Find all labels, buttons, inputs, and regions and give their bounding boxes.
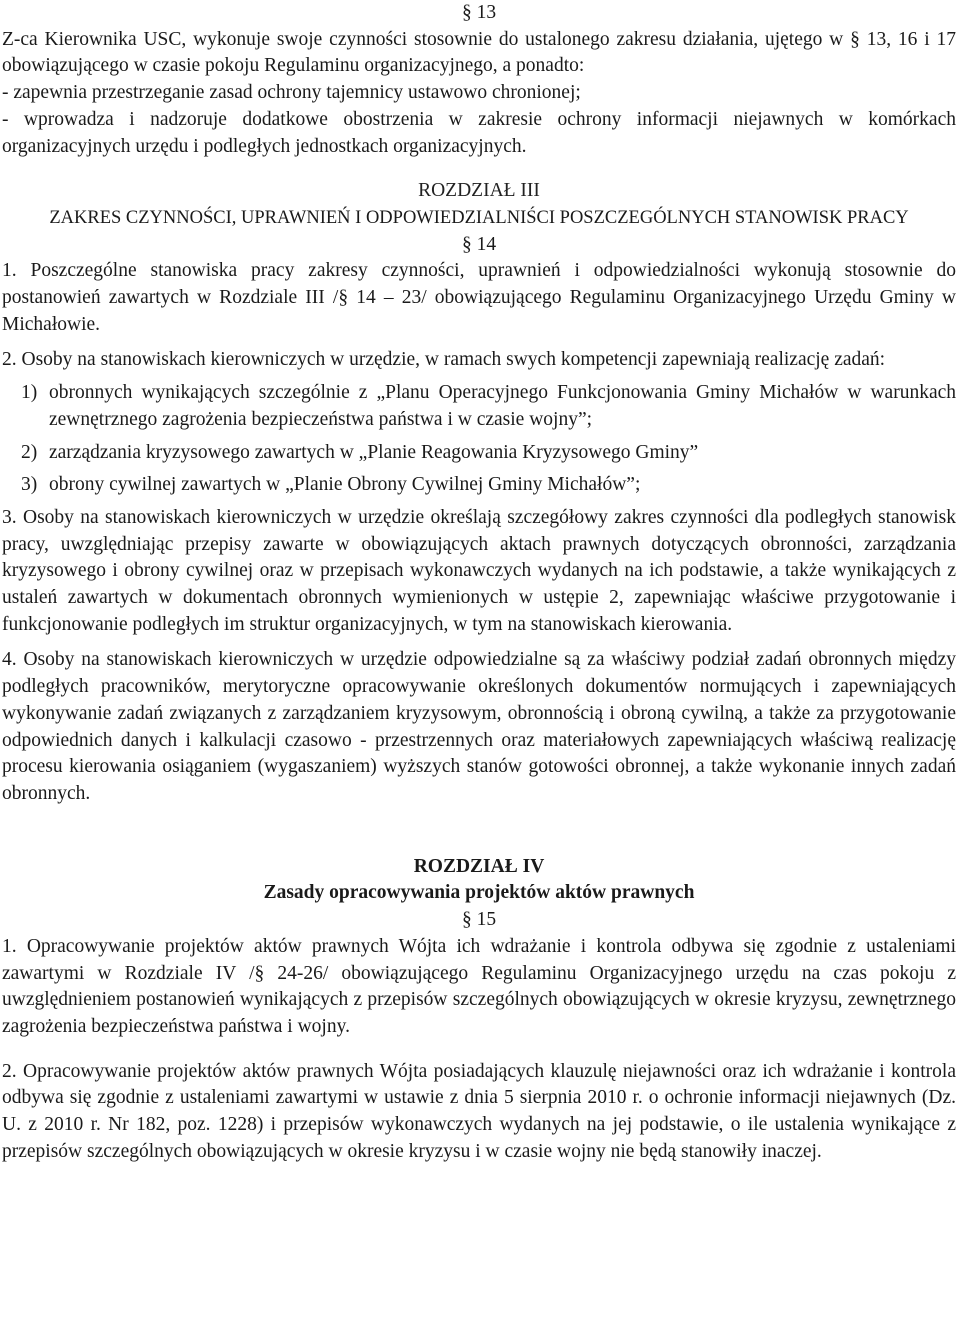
section-15-heading: § 15 [461, 909, 497, 931]
list-item-number: 3) [21, 474, 38, 496]
section-14-task-list [2, 380, 956, 499]
section-13-paragraph: Z-ca Kierownika USC, wykonuje swoje czynności stosownie do ustalonego zakresu działania, ujętego w § 13, 16 i 17 obowiązującego w czasie pokoju Regulaminu organizacyjnego, a ponadto: [2, 28, 956, 77]
list-item-text: obronnych wynikających szczególnie z „Planu Operacyjnego Funkcjonowania Gminy Michałów w warunkach zewnętrznego zagrożenia bezpieczeństwa państwa i w czasie wojny”; [49, 382, 956, 430]
section-13-heading: § 13 [461, 2, 497, 23]
list-item-number: 1) [21, 382, 38, 404]
section-14-paragraph-3: 3. Osoby na stanowiskach kierowniczych w urzędzie określają szczegółowy zakres czynności dla podległych stanowisk pracy, uwzględniając przepisy zawarte w obowiązujących aktach prawnych dotyczących obronności, zarządzania kryzysowego i obrony cywilnej oraz w przepisach wykonawczych wydanych na ich podstawie, a także wynikających z ustaleń zawartych w dokumentach obronnych wymienionych w ustępie 2, zapewniając właściwe przygotowanie i funkcjonowanie podległych im struktur organizacyjnych, w tym na stanowiskach kierowania. [2, 506, 956, 635]
chapter-3-title: ROZDZIAŁ III [418, 180, 540, 202]
section-13-item-1: - zapewnia przestrzeganie zasad ochrony tajemnicy ustawowo chronionej; [2, 82, 581, 104]
list-item-text: obrony cywilnej zawartych w „Planie Obrony Cywilnej Gminy Michałów”; [49, 474, 641, 496]
chapter-4-subtitle: Zasady opracowywania projektów aktów prawnych [263, 882, 695, 904]
section-14-paragraph-2: 2. Osoby na stanowiskach kierowniczych w urzędzie, w ramach swych kompetencji zapewniają realizację zadań: [2, 349, 886, 371]
section-13-item-2: - wprowadza i nadzoruje dodatkowe obostrzenia w zakresie ochrony informacji niejawnych w komórkach organizacyjnych urzędu i podległych jednostkach organizacyjnych. [2, 108, 956, 157]
list-item-text: zarządzania kryzysowego zawartych w „Planie Reagowania Kryzysowego Gminy” [49, 441, 699, 463]
section-14-paragraph-1: 1. Poszczególne stanowiska pracy zakresy czynności, uprawnień i odpowiedzialności wykonują stosownie do postanowień zawartych w Rozdziale III /§ 14 – 23/ obowiązującego Regulaminu Organizacyjnego Urzędu Gminy w Michałowie. [2, 260, 956, 335]
list-item [21, 472, 956, 499]
chapter-3-subtitle: ZAKRES CZYNNOŚCI, UPRAWNIEŃ I ODPOWIEDZIALNIŚCI POSZCZEGÓLNYCH STANOWISK PRACY [49, 207, 909, 228]
section-15-paragraph-2: 2. Opracowywanie projektów aktów prawnych Wójta posiadających klauzulę niejawności oraz ich wdrażanie i kontrola odbywa się zgodnie z ustaleniami zawartymi w ustawie z dnia 5 sierpnia 2010 r. o ochronie informacji niejawnych (Dz. U. z 2010 r. Nr 182, poz. 1228) i przepisów wykonawczych wydanych na jej podstawie, o ile ustalenia wynikające z przepisów szczególnych obowiązujących w okresie kryzysu i w czasie wojny nie będą stanowiły inaczej. [2, 1060, 956, 1162]
list-item [21, 440, 956, 467]
section-14-paragraph-4: 4. Osoby na stanowiskach kierowniczych w urzędzie odpowiedzialne są za właściwy podział zadań obronnych między podległych pracowników, merytoryczne opracowywanie określonych dokumentów normujących i zapewniających wykonywanie zadań związanych z zarządzaniem kryzysowym, obronnością i obroną cywilną, a także za przygotowanie odpowiednich danych i kalkulacji czasowo - przestrzennych oraz materiałowych zapewniających właściwą realizację procesu kierowania osiąganiem (wygaszaniem) wyższych stanów gotowości obronnej, a także wykonanie innych zadań obronnych. [2, 649, 956, 804]
list-item [21, 380, 956, 433]
chapter-4-title: ROZDZIAŁ IV [413, 855, 545, 877]
section-14-heading: § 14 [461, 233, 497, 255]
section-15-paragraph-1: 1. Opracowywanie projektów aktów prawnych Wójta ich wdrażanie i kontrola odbywa się zgodnie z ustaleniami zawartymi w Rozdziale IV /§ 24-26/ obowiązującego Regulaminu Organizacyjnego urzędu na czas pokoju z uwzględnieniem postanowień wynikających z przepisów szczególnych obowiązujących w okresie kryzysu, zewnętrznego zagrożenia bezpieczeństwa państwa i wojny. [2, 935, 956, 1037]
list-item-number: 2) [21, 441, 38, 463]
